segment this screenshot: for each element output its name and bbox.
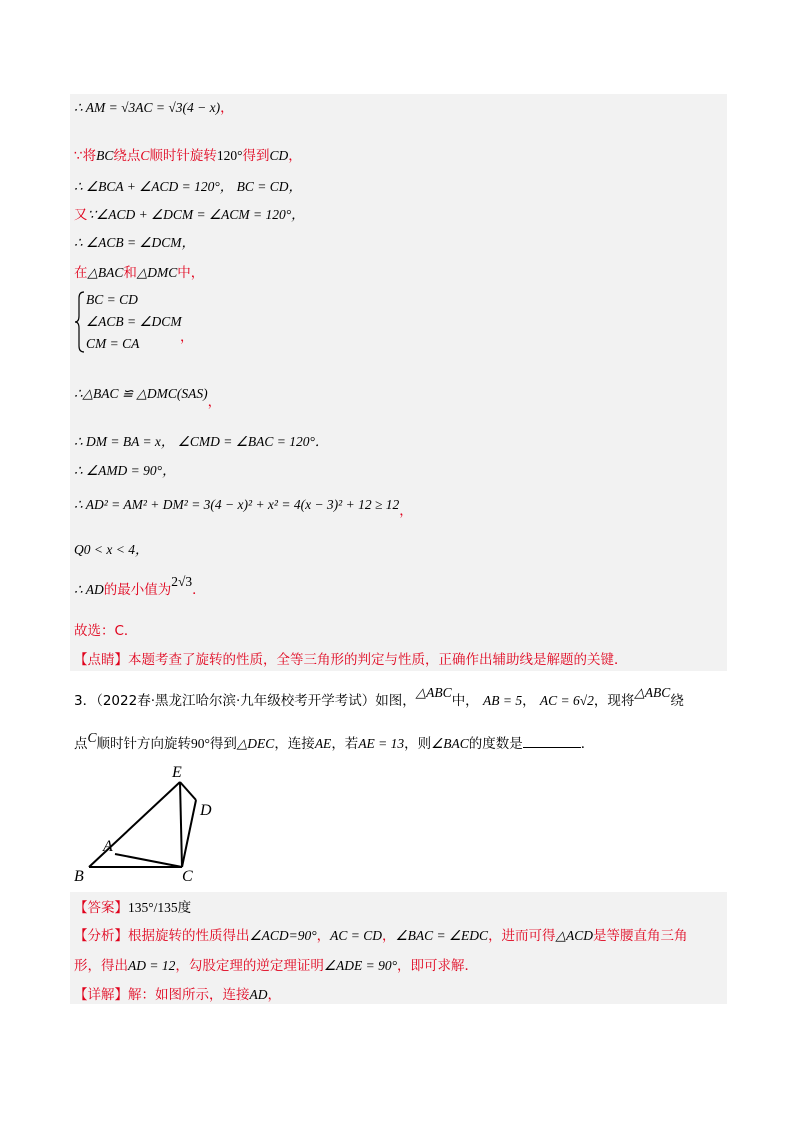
solution-line-1: ∴ AM = √3AC = √3(4 − x)， [74, 100, 234, 116]
segment-AC [115, 854, 182, 867]
label-E: E [172, 764, 182, 781]
solution-comment: 【点睛】本题考查了旋转的性质，全等三角形的判定与性质，正确作出辅助线是解题的关键． [74, 652, 628, 668]
solution-line-12: ∴ AD的最小值为2√3． [74, 574, 206, 598]
label-B: B [74, 868, 84, 885]
analysis-line-1: 【分析】根据旋转的性质得出∠ACD=90°，AC = CD，∠BAC = ∠EDC，进而可得△ACD是等腰直角三角 [74, 928, 688, 944]
solution-choice: 故选：C． [74, 623, 138, 639]
left-brace-icon [74, 290, 86, 354]
solution-line-4: 又∵∠ACD + ∠DCM = ∠ACM = 120°， [74, 207, 305, 223]
solution-line-7: ∴△BAC ≌ △DMC(SAS)， [74, 386, 222, 410]
label-C: C [182, 868, 193, 885]
detail-line: 【详解】解：如图所示，连接AD， [74, 987, 281, 1003]
question-source: （2022春·黑龙江哈尔滨·九年级校考开学考试） [96, 693, 376, 709]
system-row-3: CM = CA [86, 336, 140, 351]
solution-line-6: 在△BAC和△DMC中， [74, 265, 205, 281]
segment-DC [182, 800, 196, 867]
solution-line-5: ∴ ∠ACB = ∠DCM， [74, 235, 196, 250]
solution-line-10: ∴ AD² = AM² + DM² = 3(4 − x)² + x² = 4(x − 3)² + 12 ≥ 12， [74, 497, 413, 519]
system-row-1: BC = CD [86, 292, 138, 307]
label-D: D [200, 802, 212, 819]
solution-line-9: ∴ ∠AMD = 90°， [74, 463, 176, 478]
system-comma: ， [180, 329, 194, 345]
solution-line-2: ∵将BC绕点C顺时针旋转120°得到CD， [74, 148, 302, 164]
segment-EC [180, 782, 182, 867]
analysis-line-2: 形，得出AD = 12，勾股定理的逆定理证明∠ADE = 90°，即可求解． [74, 958, 478, 974]
solution-line-3: ∴ ∠BCA + ∠ACD = 120°， BC = CD， [74, 179, 303, 194]
question-number: 3． [74, 693, 97, 709]
answer-line: 【答案】135°/135度 [74, 900, 192, 916]
segment-ED [180, 782, 196, 800]
answer-blank [523, 733, 581, 748]
solution-line-8: ∴ DM = BA = x， ∠CMD = ∠BAC = 120°． [74, 434, 329, 449]
geometry-figure [70, 760, 230, 890]
label-A: A [103, 838, 113, 855]
question-3-line-1: 3．（2022春·黑龙江哈尔滨·九年级校考开学考试）如图，△ABC中， AB = 5， AC = 6√2，现将△ABC绕 [74, 685, 684, 709]
solution-line-11: Q0 < x < 4， [74, 542, 149, 557]
question-3-line-2: 点C顺时针方向旋转90°得到△DEC，连接AE，若AE = 13，则∠BAC的度数是 ． [74, 730, 595, 752]
system-row-2: ∠ACB = ∠DCM [86, 314, 182, 329]
